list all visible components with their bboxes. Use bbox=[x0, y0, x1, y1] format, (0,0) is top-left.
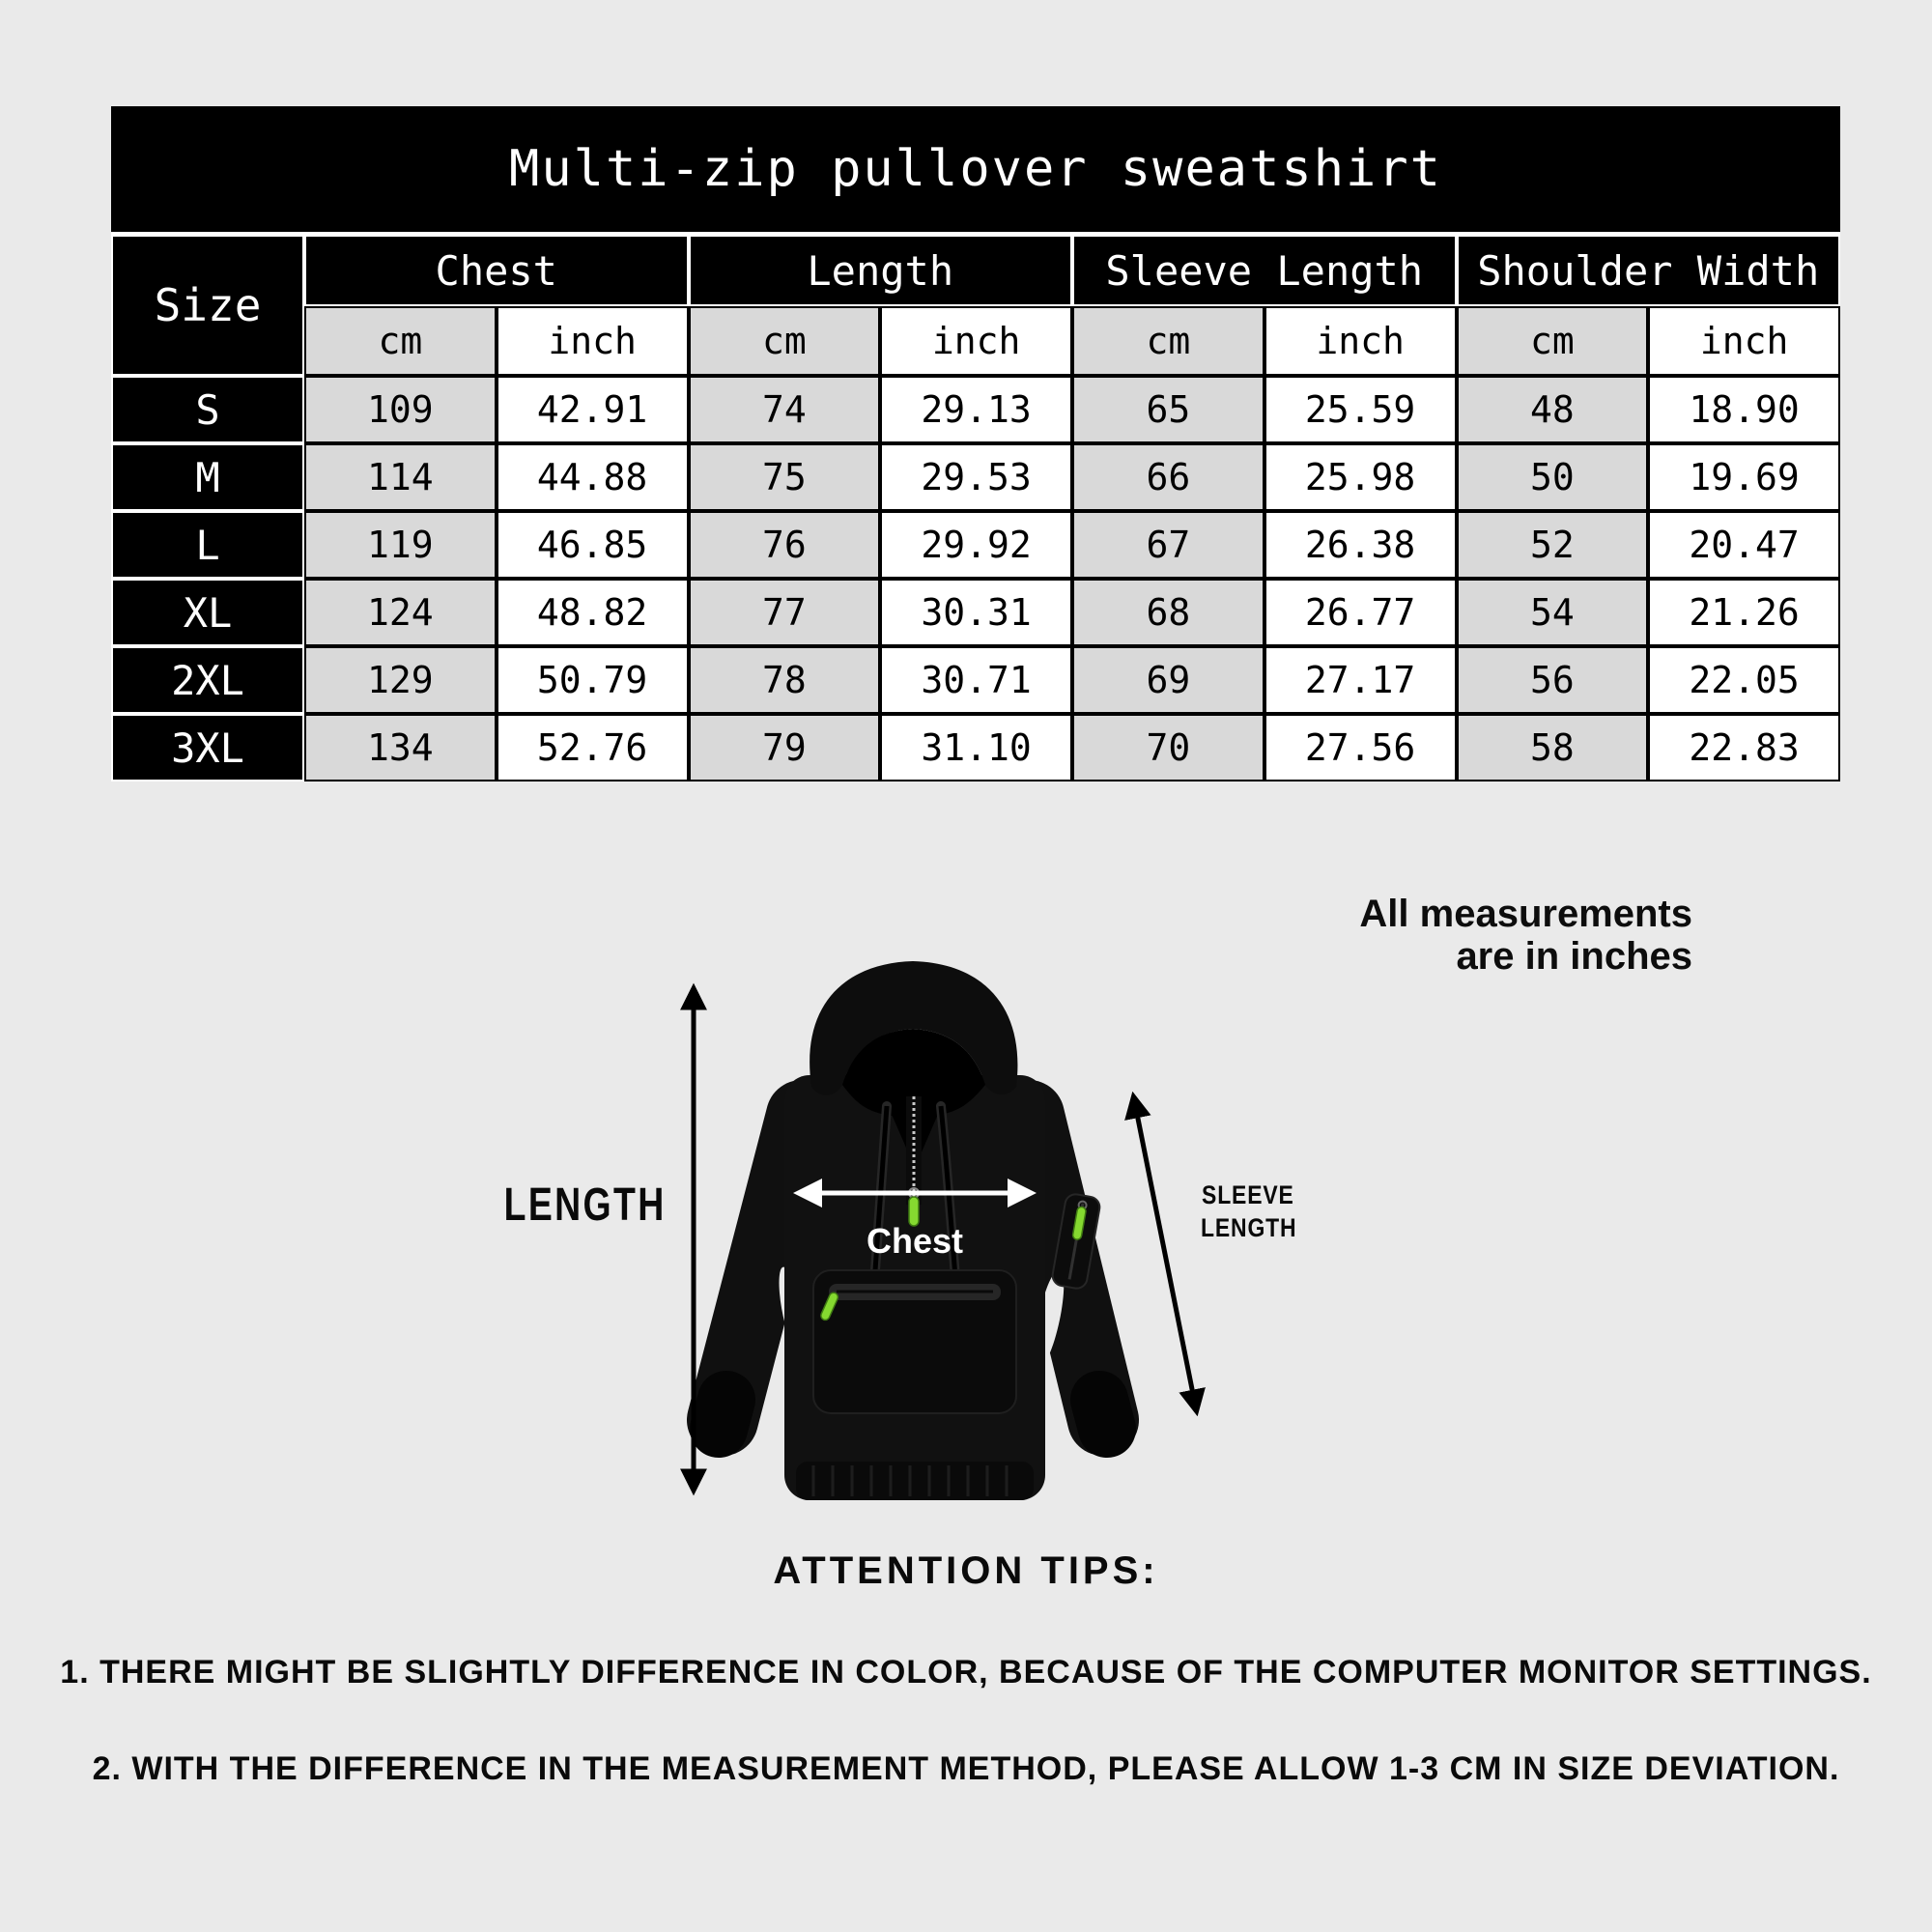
table-row-3xl bbox=[111, 714, 1840, 781]
cell-cm: 129 bbox=[304, 646, 497, 714]
cell-cm: 76 bbox=[689, 511, 881, 579]
group-header-length: Length bbox=[689, 235, 1073, 306]
size-corner-header: Size bbox=[111, 235, 304, 376]
hoodie-illustration bbox=[667, 952, 1150, 1521]
cell-cm: 114 bbox=[304, 443, 497, 511]
cell-inch: 26.38 bbox=[1264, 511, 1457, 579]
table-row-m bbox=[111, 443, 1840, 511]
cell-cm: 67 bbox=[1072, 511, 1264, 579]
table-row-s bbox=[111, 376, 1840, 443]
sleeve-label-line2: LENGTH bbox=[1201, 1213, 1297, 1242]
size-table-body bbox=[111, 376, 1840, 781]
group-header-shoulder-width: Shoulder Width bbox=[1457, 235, 1841, 306]
group-header-chest: Chest bbox=[304, 235, 689, 306]
cell-inch: 27.56 bbox=[1264, 714, 1457, 781]
cell-inch: 29.92 bbox=[880, 511, 1072, 579]
cell-cm: 75 bbox=[689, 443, 881, 511]
header-group-row bbox=[111, 235, 1840, 306]
cell-cm: 68 bbox=[1072, 579, 1264, 646]
cell-inch: 31.10 bbox=[880, 714, 1072, 781]
cell-inch: 22.83 bbox=[1648, 714, 1840, 781]
cell-cm: 48 bbox=[1457, 376, 1649, 443]
unit-header-inch: inch bbox=[1264, 306, 1457, 376]
left-cuff bbox=[719, 1400, 726, 1429]
measurement-note-line1: All measurements bbox=[1359, 893, 1692, 935]
header-unit-row bbox=[111, 306, 1840, 376]
unit-header-inch: inch bbox=[880, 306, 1072, 376]
unit-header-cm: cm bbox=[1072, 306, 1264, 376]
length-label: LENGTH bbox=[503, 1179, 667, 1231]
cell-inch: 25.59 bbox=[1264, 376, 1457, 443]
length-arrow-icon bbox=[676, 966, 711, 1513]
cell-cm: 78 bbox=[689, 646, 881, 714]
unit-header-inch: inch bbox=[497, 306, 689, 376]
cell-cm: 56 bbox=[1457, 646, 1649, 714]
cell-cm: 58 bbox=[1457, 714, 1649, 781]
cell-cm: 124 bbox=[304, 579, 497, 646]
cell-cm: 70 bbox=[1072, 714, 1264, 781]
cell-cm: 69 bbox=[1072, 646, 1264, 714]
group-header-sleeve-length: Sleeve Length bbox=[1072, 235, 1457, 306]
cell-inch: 29.53 bbox=[880, 443, 1072, 511]
attention-tip-2: 2. WITH THE DIFFERENCE IN THE MEASUREMENT METHOD, PLEASE ALLOW 1-3 CM IN SIZE DEVIATION. bbox=[92, 1750, 1840, 1787]
size-label-l: L bbox=[111, 511, 304, 579]
cell-inch: 26.77 bbox=[1264, 579, 1457, 646]
size-label-s: S bbox=[111, 376, 304, 443]
cell-inch: 19.69 bbox=[1648, 443, 1840, 511]
size-label-3xl: 3XL bbox=[111, 714, 304, 781]
cell-cm: 109 bbox=[304, 376, 497, 443]
cell-inch: 44.88 bbox=[497, 443, 689, 511]
cell-inch: 52.76 bbox=[497, 714, 689, 781]
cell-inch: 18.90 bbox=[1648, 376, 1840, 443]
cell-inch: 20.47 bbox=[1648, 511, 1840, 579]
sleeve-label-line1: SLEEVE bbox=[1202, 1180, 1294, 1209]
cell-inch: 29.13 bbox=[880, 376, 1072, 443]
cell-cm: 66 bbox=[1072, 443, 1264, 511]
table-row-l bbox=[111, 511, 1840, 579]
cell-cm: 65 bbox=[1072, 376, 1264, 443]
kangaroo-pocket bbox=[813, 1270, 1016, 1413]
measurement-table bbox=[111, 235, 1840, 781]
unit-header-cm: cm bbox=[1457, 306, 1649, 376]
size-label-xl: XL bbox=[111, 579, 304, 646]
cell-inch: 27.17 bbox=[1264, 646, 1457, 714]
size-label-2xl: 2XL bbox=[111, 646, 304, 714]
unit-header-cm: cm bbox=[689, 306, 881, 376]
cell-cm: 54 bbox=[1457, 579, 1649, 646]
chest-zipper bbox=[906, 1096, 922, 1226]
measurement-note bbox=[1209, 893, 1692, 978]
unit-header-cm: cm bbox=[304, 306, 497, 376]
table-row-xl bbox=[111, 579, 1840, 646]
size-label-m: M bbox=[111, 443, 304, 511]
cell-inch: 22.05 bbox=[1648, 646, 1840, 714]
measurement-note-line2: are in inches bbox=[1456, 935, 1692, 978]
cell-cm: 134 bbox=[304, 714, 497, 781]
right-cuff bbox=[1099, 1400, 1107, 1429]
size-chart-section bbox=[111, 106, 1840, 781]
cell-inch: 21.26 bbox=[1648, 579, 1840, 646]
cell-cm: 74 bbox=[689, 376, 881, 443]
cell-cm: 79 bbox=[689, 714, 881, 781]
cell-inch: 50.79 bbox=[497, 646, 689, 714]
cell-inch: 30.31 bbox=[880, 579, 1072, 646]
chart-title: Multi-zip pullover sweatshirt bbox=[111, 106, 1840, 235]
attention-tip-1: 1. THERE MIGHT BE SLIGHTLY DIFFERENCE IN COLOR, BECAUSE OF THE COMPUTER MONITOR SETTINGS. bbox=[60, 1654, 1872, 1690]
table-row-2xl bbox=[111, 646, 1840, 714]
cell-inch: 48.82 bbox=[497, 579, 689, 646]
attention-heading: ATTENTION TIPS: bbox=[773, 1549, 1159, 1592]
cell-cm: 119 bbox=[304, 511, 497, 579]
chest-label: Chest bbox=[866, 1221, 964, 1261]
sleeve-arrow-icon bbox=[1111, 1080, 1217, 1430]
cell-inch: 42.91 bbox=[497, 376, 689, 443]
size-table-head bbox=[111, 235, 1840, 376]
cell-cm: 77 bbox=[689, 579, 881, 646]
cell-cm: 52 bbox=[1457, 511, 1649, 579]
cell-inch: 30.71 bbox=[880, 646, 1072, 714]
sleeve-length-label bbox=[1201, 1179, 1295, 1244]
unit-header-inch: inch bbox=[1648, 306, 1840, 376]
cell-inch: 46.85 bbox=[497, 511, 689, 579]
cell-inch: 25.98 bbox=[1264, 443, 1457, 511]
cell-cm: 50 bbox=[1457, 443, 1649, 511]
